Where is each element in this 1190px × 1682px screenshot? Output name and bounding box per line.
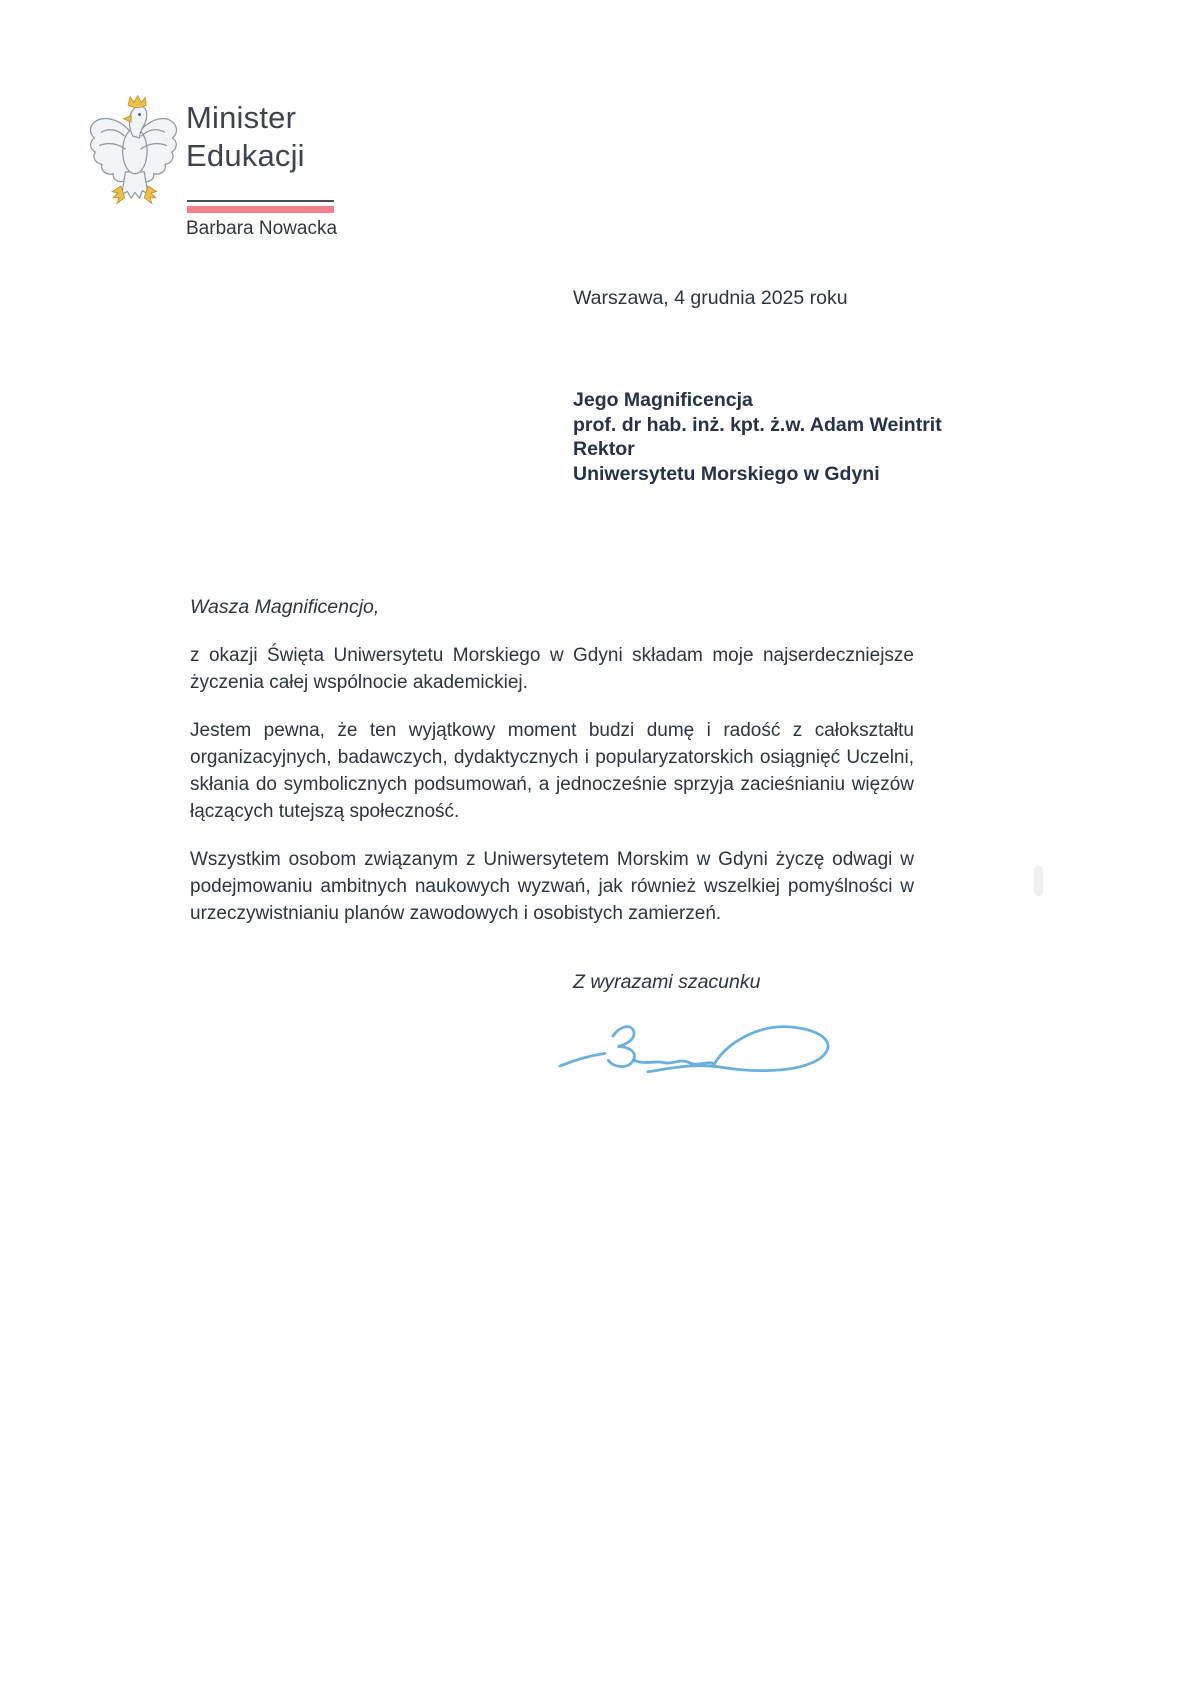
recipient-line: Rektor: [573, 438, 635, 460]
recipient-line: prof. dr hab. inż. kpt. ż.w. Adam Weintrit: [573, 413, 942, 436]
minister-name: Barbara Nowacka: [186, 218, 338, 239]
letterhead-dark-rule: [187, 200, 334, 202]
closing-phrase: Z wyrazami szacunku: [573, 971, 761, 993]
body-paragraph: Jestem pewna, że ten wyjątkowy moment budzi dumę i radość z całokształtu organizacyjnych, badawczych, dydaktycznych i popularyzatorskich osiągnięć Uczelni, skłania do symbolicznych podsumowań, a jednocześnie sprzyja zacieśnianiu więzów łączących tutejszą społeczność.: [190, 720, 914, 822]
ministry-title-line2: Edukacji: [186, 138, 305, 173]
recipient-line: Jego Magnificencja: [573, 389, 753, 411]
ministry-title: [186, 99, 305, 175]
letter-body: [190, 642, 914, 948]
salutation: Wasza Magnificencjo,: [190, 596, 380, 618]
recipient-block: [573, 388, 942, 486]
body-paragraph: Wszystkim osobom związanym z Uniwersytetem Morskim w Gdyni życzę odwagi w podejmowaniu ambitnych naukowych wyzwań, jak również wszelkiej pomyślności w urzeczywistnianiu planów zawodowych i osobistych zamierzeń.: [190, 849, 914, 924]
polish-eagle-coat-of-arms-icon: [86, 92, 180, 216]
handwritten-signature-icon: [553, 1000, 853, 1086]
body-paragraph: z okazji Święta Uniwersytetu Morskiego w Gdyni składam moje najserdeczniejsze życzenia całej wspólnocie akademickiej.: [190, 645, 914, 693]
scan-artifact: [1034, 866, 1043, 896]
recipient-line: Uniwersytetu Morskiego w Gdyni: [573, 462, 880, 485]
ministry-title-line1: Minister: [186, 100, 297, 135]
letterhead-accent-rule: [187, 206, 334, 213]
dateline: Warszawa, 4 grudnia 2025 roku: [573, 287, 848, 309]
